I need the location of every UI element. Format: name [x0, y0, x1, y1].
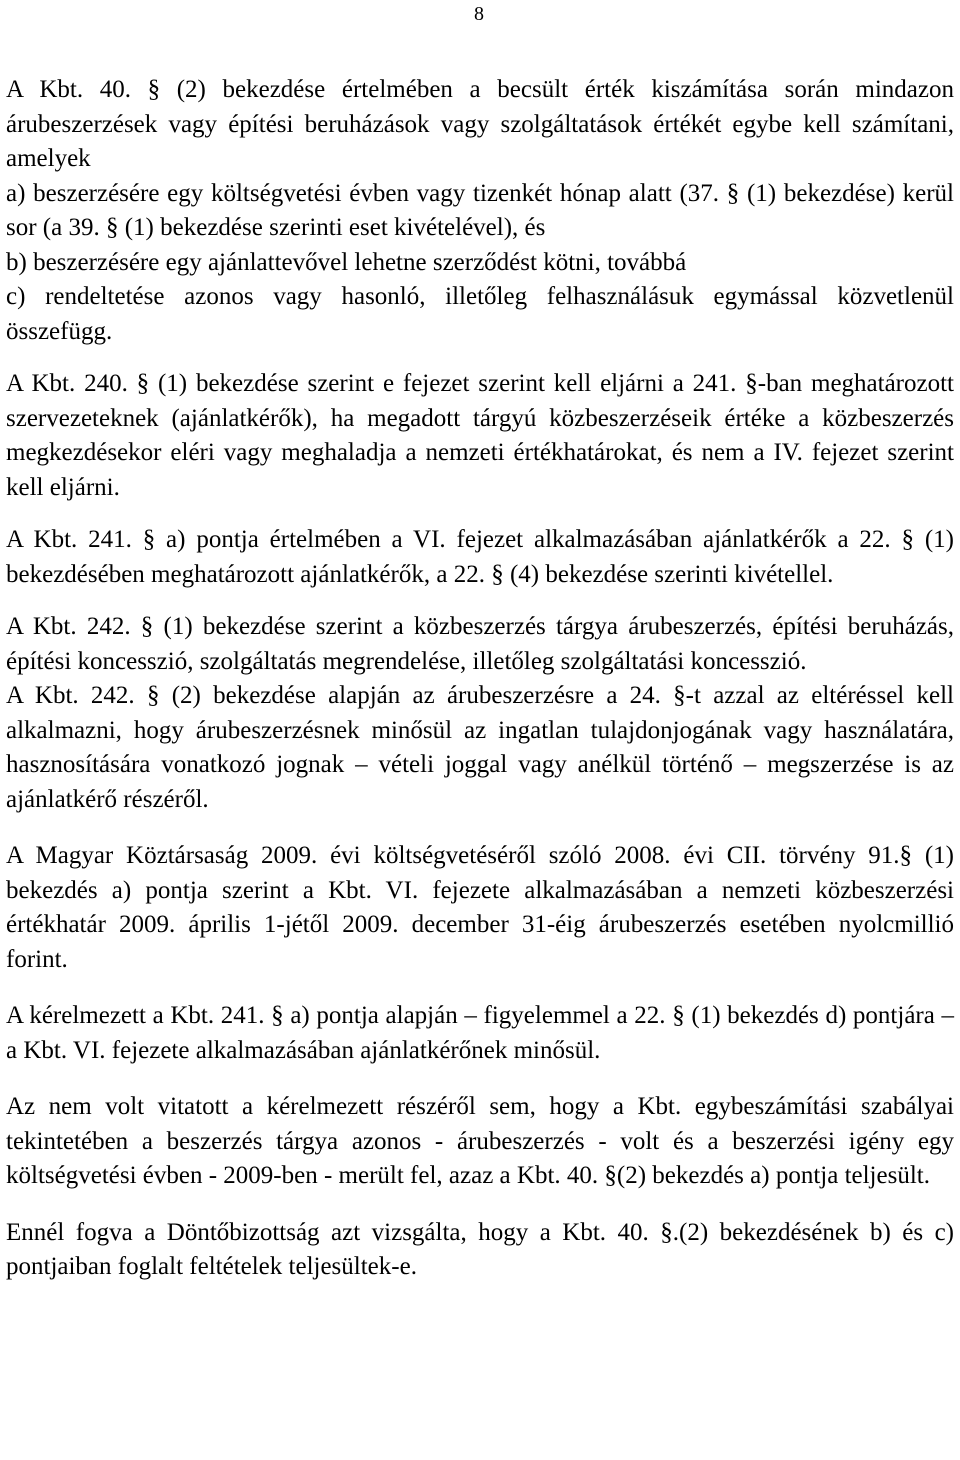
paragraph-respondent-status: A kérelmezett a Kbt. 241. § a) pontja alapján – figyelemmel a 22. § (1) bekezdés d) pontjára – a Kbt. VI. fejezete alkalmazásában ajánlatkérőnek minősül. — [6, 1002, 954, 1064]
paragraph-spacer — [6, 505, 954, 523]
page-number: 8 — [474, 3, 484, 25]
paragraph-kbt-240: A Kbt. 240. § (1) bekezdése szerint e fejezet szerint kell eljárni a 241. §-ban meghatározott szervezeteknek (ajánlatkérők), ha megadott tárgyú közbeszerzéseik értéke a közbeszerzés megkezdésekor eléri vagy meghaladja a nemzeti értékhatárokat, és nem a IV. fejezet szerint kell eljárni. — [6, 370, 954, 501]
paragraph-kbt-241: A Kbt. 241. § a) pontja értelmében a VI. fejezet alkalmazásában ajánlatkérők a 22. § (1) bekezdésében meghatározott ajánlatkérők, a 22. § (4) bekezdése szerinti kivétellel. — [6, 526, 954, 588]
paragraph-spacer — [6, 349, 954, 367]
paragraph-point-a: a) beszerzésére egy költségvetési évben vagy tizenkét hónap alatt (37. § (1) bekezdése) kerül sor (a 39. § (1) bekezdése szerinti eset kivételével), és — [6, 179, 954, 241]
paragraph-spacer — [6, 977, 954, 999]
paragraph-undisputed: Az nem volt vitatott a kérelmezett részéről sem, hogy a Kbt. egybeszámítási szabályai tekintetében a beszerzés tárgya azonos - árubeszerzés - volt és a beszerzési igény egy költségvetési évben - 2009-ben - merült fel, azaz a Kbt. 40. §(2) bekezdés a) pontja teljesült. — [6, 1093, 954, 1189]
document-body — [6, 73, 954, 1285]
paragraph-spacer — [6, 1194, 954, 1216]
paragraph-board-examined: Ennél fogva a Döntőbizottság azt vizsgálta, hogy a Kbt. 40. §.(2) bekezdésének b) és c) pontjaiban foglalt feltételek teljesültek-e. — [6, 1218, 954, 1280]
paragraph-point-b: b) beszerzésére egy ajánlattevővel lehetne szerződést kötni, továbbá — [6, 248, 687, 276]
paragraph-spacer — [6, 817, 954, 839]
paragraph-kbt-242-1: A Kbt. 242. § (1) bekezdése szerint a közbeszerzés tárgya árubeszerzés, építési beruházás, építési koncesszió, szolgáltatás megrendelése, illetőleg szolgáltatási koncesszió. — [6, 613, 954, 675]
paragraph-kbt-242-2: A Kbt. 242. § (2) bekezdése alapján az árubeszerzésre a 24. §-t azzal az eltéréssel kell alkalmazni, hogy árubeszerzésnek minősül az ingatlan tulajdonjogának vagy használatára, hasznosítására vonatkozó jognak – vételi joggal vagy anélkül történő – megszerzése is az ajánlatkérő részéről. — [6, 682, 954, 813]
paragraph-point-c: c) rendeltetése azonos vagy hasonló, illetőleg felhasználásuk egymással közvetlenül összefügg. — [6, 283, 954, 345]
paragraph-spacer — [6, 592, 954, 610]
paragraph-budget-law: A Magyar Köztársaság 2009. évi költségvetéséről szóló 2008. évi CII. törvény 91.§ (1) bekezdés a) pontja szerint a Kbt. VI. fejezete alkalmazásában a nemzeti közbeszerzési értékhatár 2009. április 1-jétől 2009. december 31-éig árubeszerzés esetében nyolcmillió forint. — [6, 842, 954, 973]
paragraph-spacer — [6, 1068, 954, 1090]
paragraph-kbt-40-intro: A Kbt. 40. § (2) bekezdése értelmében a becsült érték kiszámítása során mindazon árubeszerzések vagy építési beruházások vagy szolgáltatások értékét egybe kell számítani, amelyek — [6, 76, 954, 172]
